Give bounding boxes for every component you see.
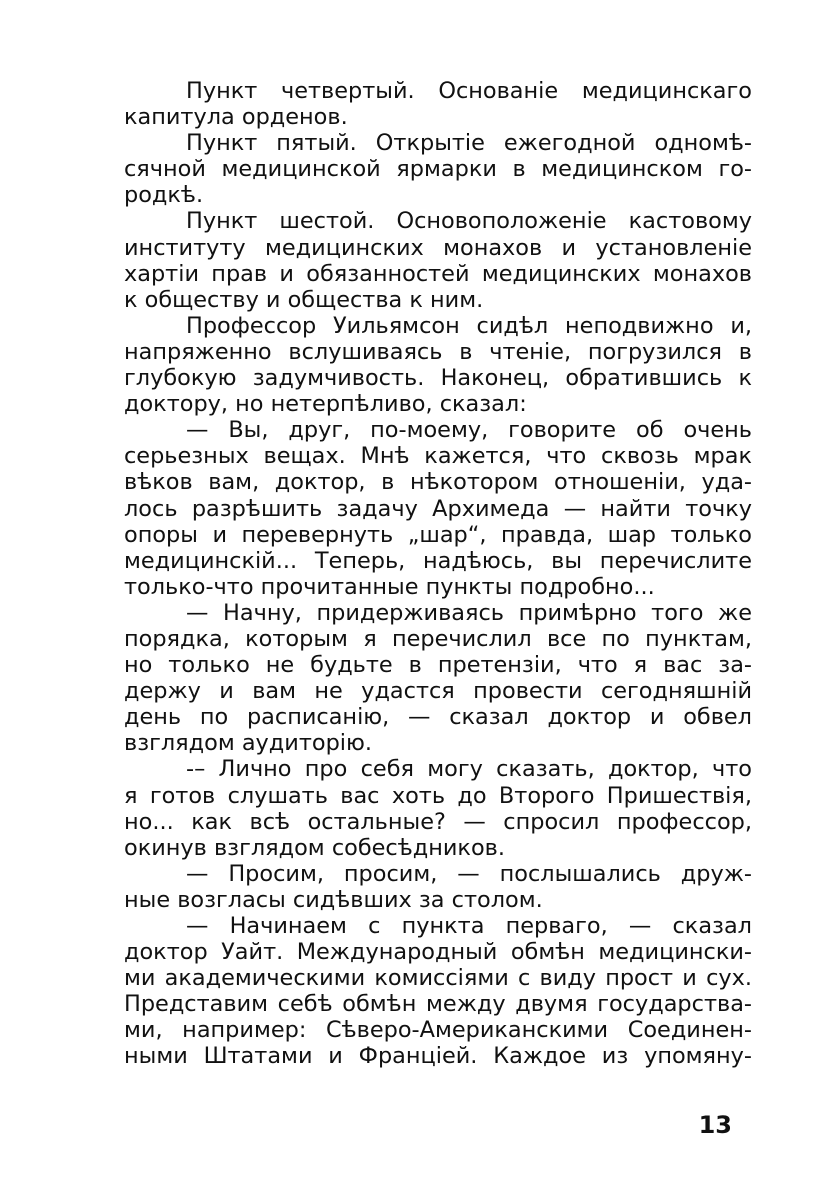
text-line: Пункт пятый. Открытіе ежегодной одномѣ- bbox=[186, 130, 752, 157]
text-line: только-что прочитанные пункты подробно... bbox=[124, 573, 655, 600]
paragraph-dialogue-5 bbox=[124, 913, 752, 1070]
text-line: порядка, которым я перечислил все по пунктам, bbox=[124, 625, 752, 652]
text-line: Пункт шестой. Основоположеніе кастовому bbox=[186, 208, 752, 235]
text-line: напряженно вслушиваясь в чтеніе, погрузился в bbox=[124, 338, 752, 365]
text-line: ными Штатами и Франціей. Каждое из упомяну- bbox=[124, 1043, 752, 1070]
paragraph-point-five bbox=[124, 130, 752, 208]
page-text bbox=[124, 78, 752, 1070]
text-line: Пункт четвертый. Основаніе медицинскаго bbox=[186, 78, 752, 104]
text-line: ми, например: Сѣверо-Американскими Соединен- bbox=[124, 1017, 752, 1044]
text-line: — Вы, друг, по-моему, говорите об очень bbox=[186, 417, 752, 444]
text-line: вѣков вам, доктор, в нѣкотором отношеніи, уда- bbox=[124, 469, 752, 496]
text-line: серьезных вещах. Мнѣ кажется, что сквозь мрак bbox=[124, 443, 752, 470]
paragraph-point-six bbox=[124, 208, 752, 312]
text-line: ми академическими комиссіями с виду прост и сух. bbox=[124, 965, 752, 992]
page-number: 13 bbox=[698, 1111, 732, 1139]
text-line: я готов слушать вас хоть до Второго Пришествія, bbox=[124, 782, 752, 809]
text-line: ные возгласы сидѣвших за столом. bbox=[124, 886, 543, 913]
text-line: -– Лично про себя могу сказать, доктор, что bbox=[186, 756, 752, 783]
paragraph-professor-williamson bbox=[124, 313, 752, 417]
text-line: к обществу и общества к ним. bbox=[124, 286, 484, 313]
text-line: Представим себѣ обмѣн между двумя государства- bbox=[124, 991, 752, 1018]
text-line: — Начинаем с пункта перваго, — сказал bbox=[186, 913, 752, 939]
paragraph-dialogue-2 bbox=[124, 600, 752, 757]
text-line: окинув взглядом собесѣдников. bbox=[124, 834, 505, 861]
text-line: держу и вам не удастся провести сегодняшній bbox=[124, 678, 752, 705]
text-line: институту медицинских монахов и установленіе bbox=[124, 234, 752, 261]
text-line: глубокую задумчивость. Наконец, обратившись к bbox=[124, 365, 752, 392]
text-line: доктор Уайт. Международный обмѣн медицински- bbox=[124, 939, 752, 966]
text-line: хартіи прав и обязанностей медицинских монахов bbox=[124, 260, 752, 287]
text-line: родкѣ. bbox=[124, 182, 204, 209]
text-line: — Начну, придерживаясь примѣрно того же bbox=[186, 599, 752, 626]
text-line: день по расписанію, — сказал доктор и обвел bbox=[124, 704, 752, 731]
text-line: доктору, но нетерпѣливо, сказал: bbox=[124, 391, 527, 418]
paragraph-point-four bbox=[124, 78, 752, 130]
text-line: Профессор Уильямсон сидѣл неподвижно и, bbox=[186, 312, 752, 339]
paragraph-dialogue-1 bbox=[124, 417, 752, 600]
text-line: сячной медицинской ярмарки в медицинском го- bbox=[124, 156, 752, 183]
text-line: лось разрѣшить задачу Архимеда — найти точку bbox=[124, 495, 752, 522]
text-line: медицинскій... Теперь, надѣюсь, вы перечислите bbox=[124, 547, 752, 574]
text-line: — Просим, просим, — послышались друж- bbox=[186, 860, 752, 887]
text-line: взглядом аудиторію. bbox=[124, 730, 372, 757]
text-line: опоры и перевернуть „шар“, правда, шар только bbox=[124, 521, 752, 548]
text-line: но... как всѣ остальные? — спросил профессор, bbox=[124, 808, 752, 835]
paragraph-dialogue-3 bbox=[124, 756, 752, 860]
text-line: но только не будьте в претензіи, что я вас за- bbox=[124, 652, 752, 679]
text-line: капитула орденов. bbox=[124, 104, 348, 131]
paragraph-dialogue-4 bbox=[124, 861, 752, 913]
